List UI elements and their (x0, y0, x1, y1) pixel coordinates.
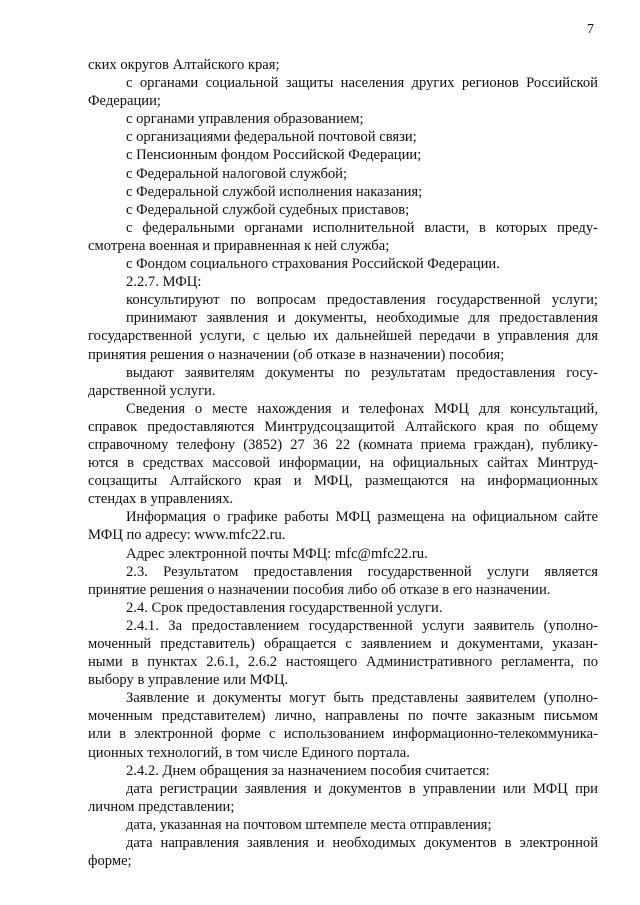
text-line: Федерации; (88, 93, 161, 110)
text-line: принятия решения о назначении (об отказе в назначении) пособия; (88, 346, 505, 363)
text-line: с Пенсионным фондом Российской Федерации; (126, 147, 422, 164)
text-line: с федеральными органами исполнительной власти, в которых преду- (126, 219, 598, 236)
text-line: смотрена военная и приравненная к ней служба; (88, 237, 390, 254)
text-line: Информация о графике работы МФЦ размещена на официальном сайте (126, 509, 598, 526)
text-line: с органами социальной защиты населения других регионов Российской (126, 75, 598, 92)
text-line: 2.4.2. Днем обращения за назначением пособия считается: (126, 762, 490, 779)
text-line: стендах в управлениях. (88, 491, 234, 508)
text-line: консультируют по вопросам предоставления государственной услуги; (126, 292, 598, 309)
text-line: с Фондом социального страхования Российской Федерации. (126, 256, 500, 273)
text-line: или в электронной форме с использованием информационно-телекоммуника- (88, 726, 598, 743)
text-line: форме; (88, 853, 132, 870)
text-line: государственной услуги, с целью их дальнейшей передачи в управления для (88, 328, 598, 345)
text-line: принимают заявления и документы, необходимые для предоставления (126, 310, 598, 327)
text-line: Заявление и документы могут быть представлены заявителем (уполно- (126, 690, 598, 707)
text-line: с организациями федеральной почтовой связи; (126, 129, 417, 146)
text-line: ских округов Алтайского края; (88, 57, 280, 73)
text-line: ными в пунктах 2.6.1, 2.6.2 настоящего Административного регламента, по (88, 654, 598, 671)
text-line: дата, указанная на почтовом штемпеле места отправления; (126, 816, 492, 833)
text-line: дарственной услуги. (88, 382, 216, 399)
page-number: 7 (587, 22, 594, 37)
text-line: ционных технологий, в том числе Единого портала. (88, 744, 410, 761)
text-line: выбору в управление или МФЦ. (88, 672, 289, 689)
text-line: Адрес электронной почты МФЦ: mfc@mfc22.ru. (126, 545, 428, 562)
text-line: личном представлении; (88, 798, 235, 815)
text-line: ются в средствах массовой информации, на официальных сайтах Минтруд- (88, 455, 598, 472)
text-line: 2.2.7. МФЦ: (126, 274, 202, 291)
text-line: 2.3. Результатом предоставления государственной услуги является (126, 563, 598, 580)
text-line: справок предоставляются Минтрудсоцзащитой Алтайского края по общему (88, 418, 598, 435)
text-line: с Федеральной службой исполнения наказания; (126, 183, 423, 200)
text-line: 2.4.1. За предоставлением государственной услуги заявитель (уполно- (126, 617, 598, 634)
text-line: соцзащиты Алтайского края и МФЦ, размещаются на информационных (88, 473, 598, 490)
text-line: 2.4. Срок предоставления государственной услуги. (126, 599, 443, 616)
text-line: принятие решения о назначении пособия либо об отказе в его назначении. (88, 581, 551, 598)
text-line: с Федеральной налоговой службой; (126, 165, 348, 182)
text-line: справочному телефону (3852) 27 36 22 (комната приема граждан), публику- (88, 436, 598, 453)
document-body (88, 56, 598, 870)
text-line: МФЦ по адресу: www.mfc22.ru. (88, 527, 286, 544)
text-line: Сведения о месте нахождения и телефонах МФЦ для консультаций, (126, 400, 598, 417)
text-line: моченный представитель) обращается с заявлением и документами, указан- (88, 636, 598, 652)
text-line: дата направления заявления и необходимых документов в электронной (126, 835, 598, 852)
text-line: с Федеральной службой судебных приставов; (126, 201, 410, 218)
text-line: моченным представителем) лично, направлены по почте заказным письмом (88, 708, 598, 725)
text-line: дата регистрации заявления и документов в управлении или МФЦ при (126, 780, 598, 797)
text-line: выдают заявителям документы по результатам предоставления госу- (126, 364, 598, 381)
text-line: с органами управления образованием; (126, 111, 364, 128)
